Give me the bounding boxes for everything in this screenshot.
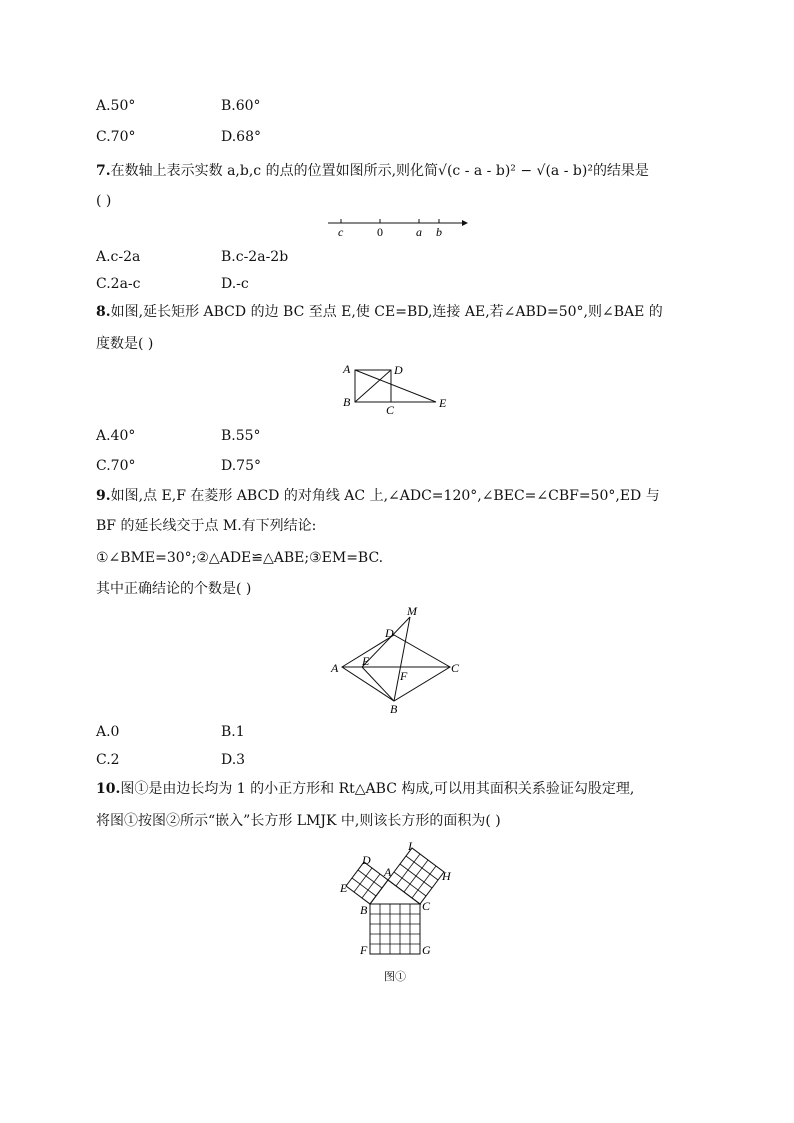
label-a: A [343, 362, 351, 376]
q6-option-c: C.70° [96, 129, 136, 145]
q10-pythagoras-figure [330, 836, 464, 988]
label-g: G [422, 943, 431, 957]
square-bcgf-grid [370, 904, 420, 954]
q8-rectangle-figure [338, 360, 458, 416]
q8-stem-line2: 度数是( ) [96, 336, 154, 352]
q7-stem-text: 在数轴上表示实数 a,b,c 的点的位置如图所示,则化简 [110, 163, 439, 179]
q7-option-a: A.c-2a [96, 249, 141, 265]
q7-number-line-figure [320, 212, 470, 242]
q8-option-b: B.55° [221, 428, 261, 444]
triangle-abc [370, 880, 420, 904]
label-i: I [408, 839, 412, 853]
q7-option-d: D.-c [221, 276, 249, 292]
q9-number: 9. [96, 488, 111, 504]
q7-stem [96, 162, 649, 180]
diagonal-bd [355, 370, 391, 402]
label-0: 0 [377, 225, 383, 239]
q8-option-c: C.70° [96, 458, 136, 474]
label-f: F [360, 943, 368, 957]
q10-stem-line2: 将图①按图②所示“嵌入”长方形 LMJK 中,则该长方形的面积为( ) [96, 813, 501, 829]
q10-stem-text: 图①是由边长均为 1 的小正方形和 Rt△ABC 构成,可以用其面积关系验证勾股定理, [120, 781, 635, 797]
q7-number: 7. [96, 163, 111, 179]
q7-option-c: C.2a-c [96, 276, 141, 292]
q9-option-d: D.3 [221, 752, 246, 768]
q7-answer-paren: ( ) [96, 193, 112, 209]
square-on-ac [388, 848, 444, 904]
q8-stem-text: 如图,延长矩形 ABCD 的边 BC 至点 E,使 CE=BD,连接 AE,若∠ABD=50°,则∠BAE 的 [110, 304, 663, 320]
label-a: A [384, 865, 392, 879]
q9-stem-line2: BF 的延长线交于点 M.有下列结论: [96, 518, 317, 534]
q9-rhombus-figure [328, 603, 468, 715]
q10-number: 10. [96, 781, 121, 797]
q8-option-a: A.40° [96, 428, 136, 444]
q10-stem-line1 [96, 780, 634, 798]
q9-stem-line1 [96, 487, 660, 505]
q9-option-b: B.1 [221, 724, 245, 740]
q9-conclusions: ①∠BME=30°;②△ADE≌△ABE;③EM=BC. [96, 550, 384, 566]
segment-bm [394, 617, 410, 701]
label-a: a [416, 225, 422, 239]
number-line-arrow-icon [462, 220, 468, 226]
q8-option-d: D.75° [221, 458, 261, 474]
label-b: b [436, 225, 442, 239]
label-d: D [385, 626, 394, 640]
label-b: B [360, 903, 368, 917]
q9-option-c: C.2 [96, 752, 120, 768]
label-c: c [338, 225, 344, 239]
q9-stem-line4: 其中正确结论的个数是( ) [96, 581, 252, 597]
label-e: E [340, 881, 348, 895]
q6-option-b: B.60° [221, 98, 261, 114]
q7-stem-tail: 的结果是 [592, 163, 649, 179]
q7-option-b: B.c-2a-2b [221, 249, 289, 265]
q6-option-a: A.50° [96, 98, 136, 114]
square-bcgf [370, 904, 420, 954]
q8-number: 8. [96, 304, 111, 320]
q8-stem-line1 [96, 303, 663, 321]
label-b: B [343, 395, 351, 409]
q7-expression: √(c - a - b)² − √(a - b)² [438, 163, 593, 179]
q9-stem-text: 如图,点 E,F 在菱形 ABCD 的对角线 AC 上,∠ADC=120°,∠BEC=∠CBF=50°,ED 与 [110, 488, 660, 504]
figure-caption: 图① [384, 971, 406, 983]
label-e: E [362, 654, 370, 668]
label-e: E [439, 396, 447, 410]
q6-option-d: D.68° [221, 129, 261, 145]
label-c: C [386, 403, 395, 416]
label-c: C [451, 661, 460, 675]
label-f: F [400, 669, 408, 683]
q9-option-a: A.0 [96, 724, 120, 740]
label-b: B [390, 702, 398, 715]
square-on-ab [346, 862, 388, 904]
label-c: C [422, 899, 431, 913]
label-d: D [394, 363, 403, 377]
segment-eb [362, 667, 394, 701]
label-d: D [362, 853, 371, 867]
label-m: M [407, 604, 417, 618]
label-h: H [442, 869, 451, 883]
label-a: A [331, 661, 339, 675]
